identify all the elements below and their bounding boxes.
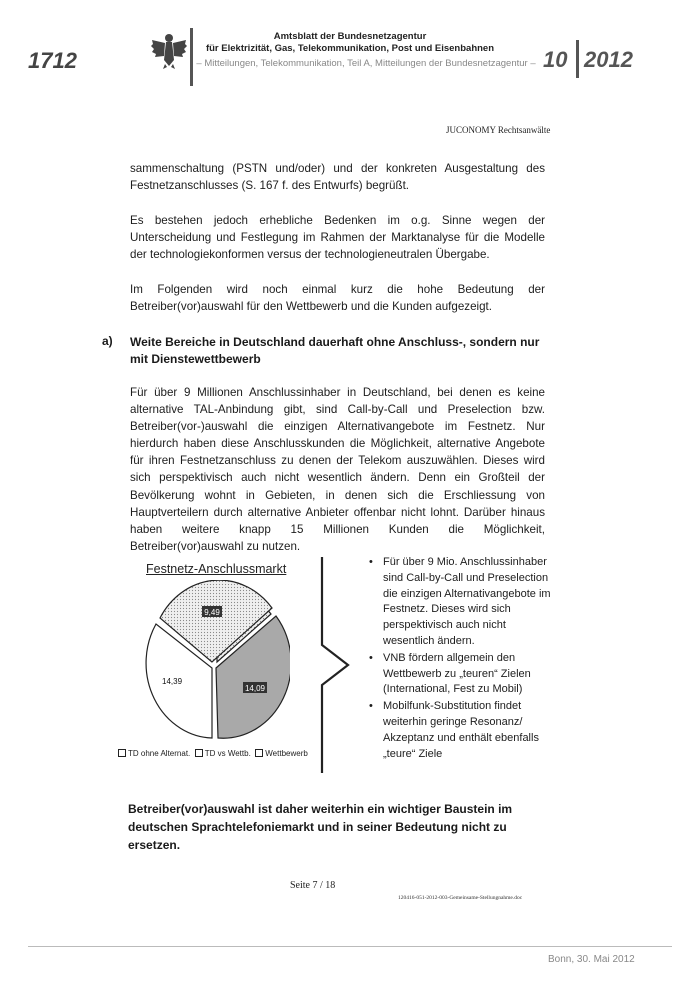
chart-legend [118,749,308,758]
gazette-scope: für Elektrizität, Gas, Telekommunikation, Post und Eisenbahnen [205,43,495,54]
header-divider [190,28,193,86]
figure-bullet-list [368,555,558,763]
federal-eagle-icon [150,30,188,70]
paragraph-3: Im Folgenden wird noch einmal kurz die hohe Bedeutung der Betreiber(vor)auswahl für den Wettbewerb und die Kunden aufgezeigt. [130,283,545,313]
gazette-title: Amtsblatt der Bundesnetzagentur [273,31,427,42]
pie-label-2: 14,09 [244,684,266,693]
issue-divider [576,40,579,78]
law-firm-name: JUCONOMY Rechtsanwälte [446,125,551,135]
pie-chart [140,580,290,740]
section-letter: a) [102,334,113,348]
legend-item-3: Wettbewerb [255,749,308,758]
bullet-item-1: • Für über 9 Mio. Anschlussinhaber sind Call-by-Call und Preselection die einzigen Alternativangebote im Festnetz. Dieses wird sich perspektivisch auch nicht wesentlich ändern. [368,555,558,650]
legend-item-2: TD vs Wettb. [195,749,251,758]
section-body: Für über 9 Millionen Anschlussinhaber in Deutschland, bei denen es keine alternative TAL-Anbindung gibt, sind Call-by-Call und Preselection bzw. Betreiber(vor-)auswahl die einzigen Alternativangebote im Festnetz. Nur hierdurch haben diese Anschlusskunden die Möglichkeit, alternative Angebote für ihren Festnetzanschluss zu denen der Telekom auszuwählen. Dieses wird sich perspektivisch auch nicht wesentlich ändern. Denn ein Großteil der Bevölkerung wohnt in Gebieten, in denen sich die Erschliessung von Hauptverteilern durch alternative Anbieter offenbar nicht lohnt. Darüber hinaus haben weitere knapp 15 Millionen Kunden die Möglichkeit, Betreiber(vor)auswahl zu nutzen. [130,386,545,553]
conclusion: Betreiber(vor)auswahl ist daher weiterhin ein wichtiger Baustein im deutschen Sprachtelefoniemarkt und in seiner Bedeutung nicht zu ersetzen. [128,802,513,852]
section-title: Weite Bereiche in Deutschland dauerhaft ohne Anschluss-, sondern nur mit Dienstewettbewerb [130,335,540,366]
pie-label-3: 14,39 [162,677,183,686]
page-number: 1712 [28,48,77,73]
legend-item-1: TD ohne Alternat. [118,749,190,758]
gazette-subtitle: – Mitteilungen, Telekommunikation, Teil A, Mitteilungen der Bundesnetzagentur – [196,58,536,69]
issue-year: 2012 [584,47,633,72]
footer-divider [28,946,672,947]
arrow-divider-icon [314,555,354,775]
paragraph-2: Es bestehen jedoch erhebliche Bedenken im o.g. Sinne wegen der Unterscheidung und Festlegung im Rahmen der Marktanalyse für die Modelle der technologiekonformen versus der technologieneutralen Übergabe. [130,214,545,261]
figure-title: Festnetz-Anschlussmarkt [146,562,287,576]
pie-label-1: 9,49 [204,608,220,617]
bullet-item-2: • VNB fördern allgemein den Wettbewerb zu „teuren“ Zielen (International, Fest zu Mobil) [368,651,558,698]
page-label: Seite 7 / 18 [290,880,336,891]
issue-number: 10 [543,47,568,72]
paragraph-1: sammenschaltung (PSTN und/oder) und der konkreten Ausgestaltung des Festnetzanschlusses (S. 167 f. des Entwurfs) begrüßt. [130,162,545,192]
footer-date: Bonn, 30. Mai 2012 [548,954,635,965]
bullet-item-3: • Mobilfunk-Substitution findet weiterhin geringe Resonanz/ Akzeptanz und enthält ebenfalls „teure“ Ziele [368,699,558,762]
document-reference: 120416-051-2012-003-Gemeinsame-Stellungnahme.doc [398,895,523,901]
